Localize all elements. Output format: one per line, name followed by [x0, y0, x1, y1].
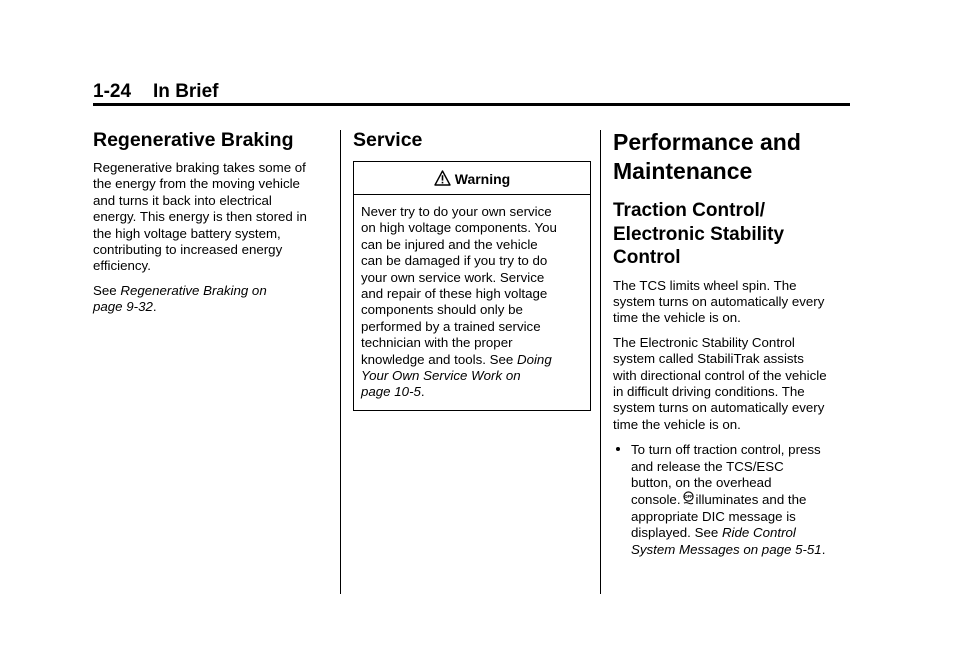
- see-reference: [93, 283, 333, 316]
- bullet-icon: [616, 447, 620, 451]
- para-line: system turns on automatically every: [613, 400, 825, 416]
- traction-control-off-icon: [682, 491, 695, 505]
- warning-title: Warning: [454, 171, 511, 187]
- para-line: in difficult driving conditions. The: [613, 383, 805, 399]
- warning-line: on high voltage components. You: [361, 220, 557, 236]
- para-line: the high voltage battery system,: [93, 225, 281, 241]
- warning-line: technician with the proper: [361, 335, 513, 351]
- service-work-link-page[interactable]: page 10-5: [361, 384, 421, 400]
- subheading-line: Electronic Stability: [613, 223, 785, 245]
- column-performance: [613, 128, 858, 558]
- ride-control-link-cont[interactable]: System Messages on page 5-51: [631, 541, 822, 557]
- section-title: In Brief: [153, 81, 219, 102]
- heading-line: Maintenance: [613, 158, 753, 184]
- column-divider-2: [600, 130, 601, 594]
- para-line: time the vehicle is on.: [613, 310, 741, 326]
- warning-line: can be damaged if you try to do: [361, 253, 548, 269]
- bullet-suffix: .: [821, 541, 826, 557]
- warning-line: your own service work. Service: [361, 269, 545, 285]
- warning-box: [353, 161, 591, 411]
- para-line: the energy from the moving vehicle: [93, 176, 300, 192]
- bullet-line: appropriate DIC message is: [631, 508, 796, 524]
- para-line: system called StabiliTrak assists: [613, 351, 804, 367]
- ride-control-link[interactable]: Ride Control: [721, 525, 796, 541]
- para-line: energy. This energy is then stored in: [93, 209, 307, 225]
- para-line: and turns it back into electrical: [93, 192, 272, 208]
- para-line: Regenerative braking takes some of: [93, 160, 306, 175]
- para-line: The Electronic Stability Control: [613, 334, 795, 350]
- warning-line: and repair of these high voltage: [361, 286, 548, 302]
- warning-line: knowledge and tools. See: [361, 351, 517, 367]
- tcs-paragraph: [613, 278, 858, 327]
- traction-control-heading: [613, 199, 858, 270]
- warning-header: [354, 162, 590, 195]
- para-line: The TCS limits wheel spin. The: [613, 277, 797, 293]
- para-line: with directional control of the vehicle: [613, 367, 827, 383]
- see-prefix: See: [93, 282, 121, 298]
- heading-line: Performance and: [613, 129, 801, 155]
- bullet-line: button, on the overhead: [631, 474, 772, 490]
- column-divider-1: [340, 130, 341, 594]
- para-line: system turns on automatically every: [613, 293, 825, 309]
- bullet-line: illuminates and the: [695, 492, 807, 508]
- bullet-line: and release the TCS/ESC: [631, 458, 784, 474]
- regenerative-braking-heading: Regenerative Braking: [93, 129, 294, 151]
- subheading-line: Traction Control/: [613, 200, 765, 221]
- service-work-link-cont[interactable]: Your Own Service Work on: [361, 368, 521, 384]
- warning-text: [361, 204, 583, 401]
- bullet-line: console.: [631, 492, 681, 508]
- column-regenerative-braking: [93, 128, 333, 316]
- para-line: time the vehicle is on.: [613, 416, 741, 432]
- service-heading: Service: [353, 129, 423, 151]
- regenerative-braking-paragraph: [93, 160, 333, 275]
- warning-suffix: .: [420, 384, 425, 400]
- esc-paragraph: [613, 335, 858, 433]
- bullet-line: To turn off traction control, press: [631, 442, 821, 458]
- warning-line: Never try to do your own service: [361, 204, 552, 219]
- para-line: contributing to increased energy: [93, 242, 283, 258]
- header-rule: [93, 103, 850, 106]
- para-line: efficiency.: [93, 258, 151, 274]
- header-text: [93, 80, 850, 104]
- regenerative-braking-link[interactable]: Regenerative Braking on: [120, 282, 267, 298]
- column-service: [353, 128, 591, 411]
- page-header: [93, 80, 850, 104]
- see-suffix: .: [152, 299, 157, 315]
- bullet-line: displayed. See: [631, 525, 722, 541]
- warning-line: performed by a trained service: [361, 318, 541, 334]
- bullet-text: [631, 442, 858, 558]
- list-item: [613, 442, 858, 558]
- service-work-link[interactable]: Doing: [516, 351, 552, 367]
- warning-triangle-icon: [434, 170, 451, 186]
- warning-line: components should only be: [361, 302, 523, 318]
- page-number: 1-24: [93, 81, 132, 102]
- warning-line: can be injured and the vehicle: [361, 236, 538, 252]
- regenerative-braking-link-page[interactable]: page 9-32: [93, 299, 153, 315]
- svg-text:OFF: OFF: [683, 494, 693, 500]
- subheading-line: Control: [613, 247, 681, 268]
- performance-heading: [613, 128, 858, 186]
- warning-body: [354, 195, 590, 410]
